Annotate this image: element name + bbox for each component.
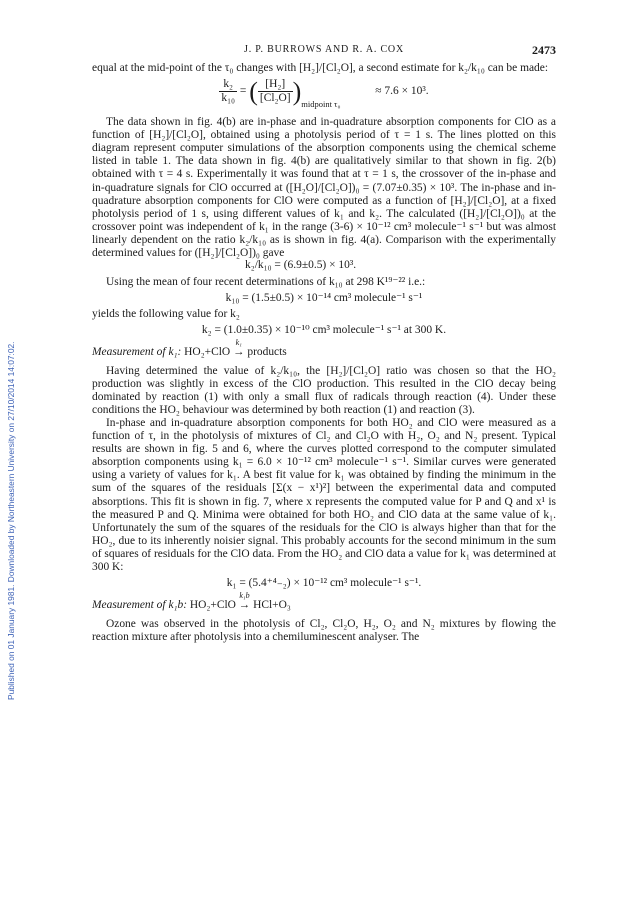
equation-k2: k₂ = (1.0±0.35) × 10⁻¹⁰ cm³ molecule⁻¹ s⁻¹ at 300 K.: [201, 323, 447, 336]
page-header: [92, 44, 556, 58]
download-watermark-text: Published on 01 January 1981. Downloaded by Northeastern University on 27/10/2014 14:07:02.: [6, 341, 16, 700]
midpoint-subscript: midpoint τ₀: [301, 99, 341, 110]
heading-prefix: Measurement of k₁:: [92, 346, 182, 359]
equation-k1: k₁ = (5.4⁺⁴₋₂) × 10⁻¹² cm³ molecule⁻¹ s⁻¹.: [226, 576, 422, 589]
fraction-denominator: [Cl₂O]: [259, 92, 291, 105]
article-body: [92, 62, 556, 644]
equation-ratio-midpoint: [92, 78, 556, 111]
left-paren: (: [249, 77, 258, 107]
page-number: 2473: [532, 43, 556, 57]
reaction-arrow: [238, 590, 251, 612]
arrow-glyph: →: [238, 598, 251, 611]
paragraph-fig4b: The data shown in fig. 4(b) are in-phase and in-quadrature absorption components for ClO as a function of [H₂]/[Cl₂O], obtained using a photolysis period of τ = 1 s. The lines plotted on this diagram represent computer simulations of the absorption components using the chemical scheme listed in table 1. The data shown in fig. 4(b) are qualitatively similar to that shown in fig. 2(b) obtained with τ = 4 s. Experimentally it was found that at τ = 1 s, the crossover of the in-phase and in-quadrature signals for ClO occurred at ([H₂O]/[Cl₂O])₀ = (7.07±0.35) × 10³. The in-phase and in-quadrature absorption components for ClO were computed as a function of [H₂]/[Cl₂O], at a fixed photolysis period of 1 s, using different values of k₁ and k₂. The calculated ([H₂]/[Cl₂O])₀ at the crossover point was independent of k₁ in the range (3-6) × 10⁻¹² cm³ molecule⁻¹ s⁻¹ but was almost linearly dependent on the ratio k₂/k₁₀ as is shown in fig. 4(a). Comparison with the experimentally determined values for ([H₂]/[Cl₂O])₀ gave: [92, 116, 556, 259]
paragraph-k2-k10-ratio: Having determined the value of k₂/k₁₀, the [H₂]/[Cl₂O] ratio was chosen so that the HO₂ production was slightly in excess of the ClO production. This resulted in the ClO decay being dominated by reaction (1) with only a small flux of radicals through reaction (4). Under these conditions the HO₂ behaviour was determined by both reaction (1) and reaction (3).: [92, 365, 556, 417]
paragraph-k10-mean: Using the mean of four recent determinations of k₁₀ at 298 K¹⁹⁻²² i.e.:: [106, 275, 426, 288]
right-paren: ): [292, 77, 302, 107]
heading-prefix: Measurement of k₁b:: [92, 598, 188, 611]
ratio-result: ≈ 7.6 × 10³.: [375, 85, 429, 98]
section-heading-k1: [92, 338, 556, 359]
fraction-numerator: [H₂]: [258, 78, 293, 92]
fraction-denominator: k₁₀: [221, 92, 236, 105]
fraction-numerator: k₂: [219, 78, 237, 92]
paragraph-ozone: Ozone was observed in the photolysis of Cl₂, Cl₂O, H₂, O₂ and N₂ mixtures by flowing the reaction mixture after photolysis into a chemiluminescent analyser. The: [92, 617, 556, 643]
equation-k10: k₁₀ = (1.5±0.5) × 10⁻¹⁴ cm³ molecule⁻¹ s⁻¹: [225, 291, 423, 304]
reaction-products: HCl+O₃: [253, 598, 291, 611]
reaction-products: products: [247, 346, 287, 359]
paragraph-in-phase-measurements: In-phase and in-quadrature absorption components for both HO₂ and ClO were measured as a function of τ, in the photolysis of mixtures of Cl₂ and Cl₂O with H₂, O₂ and N₂ present. Typical results are shown in fig. 5 and 6, where the curves plotted correspond to the computer simulated absorption components using k₁ = 6.0 × 10⁻¹² cm³ molecule⁻¹ s⁻¹. Similar curves were generated using a variety of values for k₁. A best fit value for k₁ was obtained by finding the minimum in the sum of the squares of the residuals [Σ(x − x¹)²] between the experimental data and computed absorptions. This fit is shown in fig. 7, where x represents the computed value for P and Q and x¹ is the measured P and Q. Minima were obtained for both HO₂ and ClO data at the same value of k₁. Unfortunately the sum of the squares of the residuals for the ClO is always higher than that for the HO₂, due to its inherently noisier signal. This probably accounts for the second minimum in the sum of squares of residuals for the ClO data. From the HO₂ and ClO data a value for k₁ was determined at 300 K:: [92, 417, 556, 573]
arrow-label: k₁b: [239, 590, 250, 600]
reaction-reactants: HO₂+ClO: [184, 346, 231, 359]
equals-sign: =: [239, 85, 247, 98]
reaction-reactants: HO₂+ClO: [189, 598, 236, 611]
arrow-label: k₁: [235, 338, 242, 348]
fraction-h2-cl2o: [258, 78, 293, 105]
paragraph-continuation: equal at the mid-point of the τ₀ changes with [H₂]/[Cl₂O], a second estimate for k₂/k₁₀ can be made:: [92, 62, 549, 74]
equation-k2-k10: k₂/k₁₀ = (6.9±0.5) × 10³.: [245, 258, 357, 271]
fraction-k2-k10: [219, 78, 237, 105]
reaction-arrow: [233, 338, 245, 359]
section-heading-k1b: [92, 590, 556, 612]
paragraph-yields: yields the following value for k₂: [92, 307, 240, 320]
running-title: J. P. BURROWS AND R. A. COX: [244, 44, 404, 55]
download-watermark: [6, 140, 18, 700]
arrow-glyph: →: [233, 346, 245, 359]
